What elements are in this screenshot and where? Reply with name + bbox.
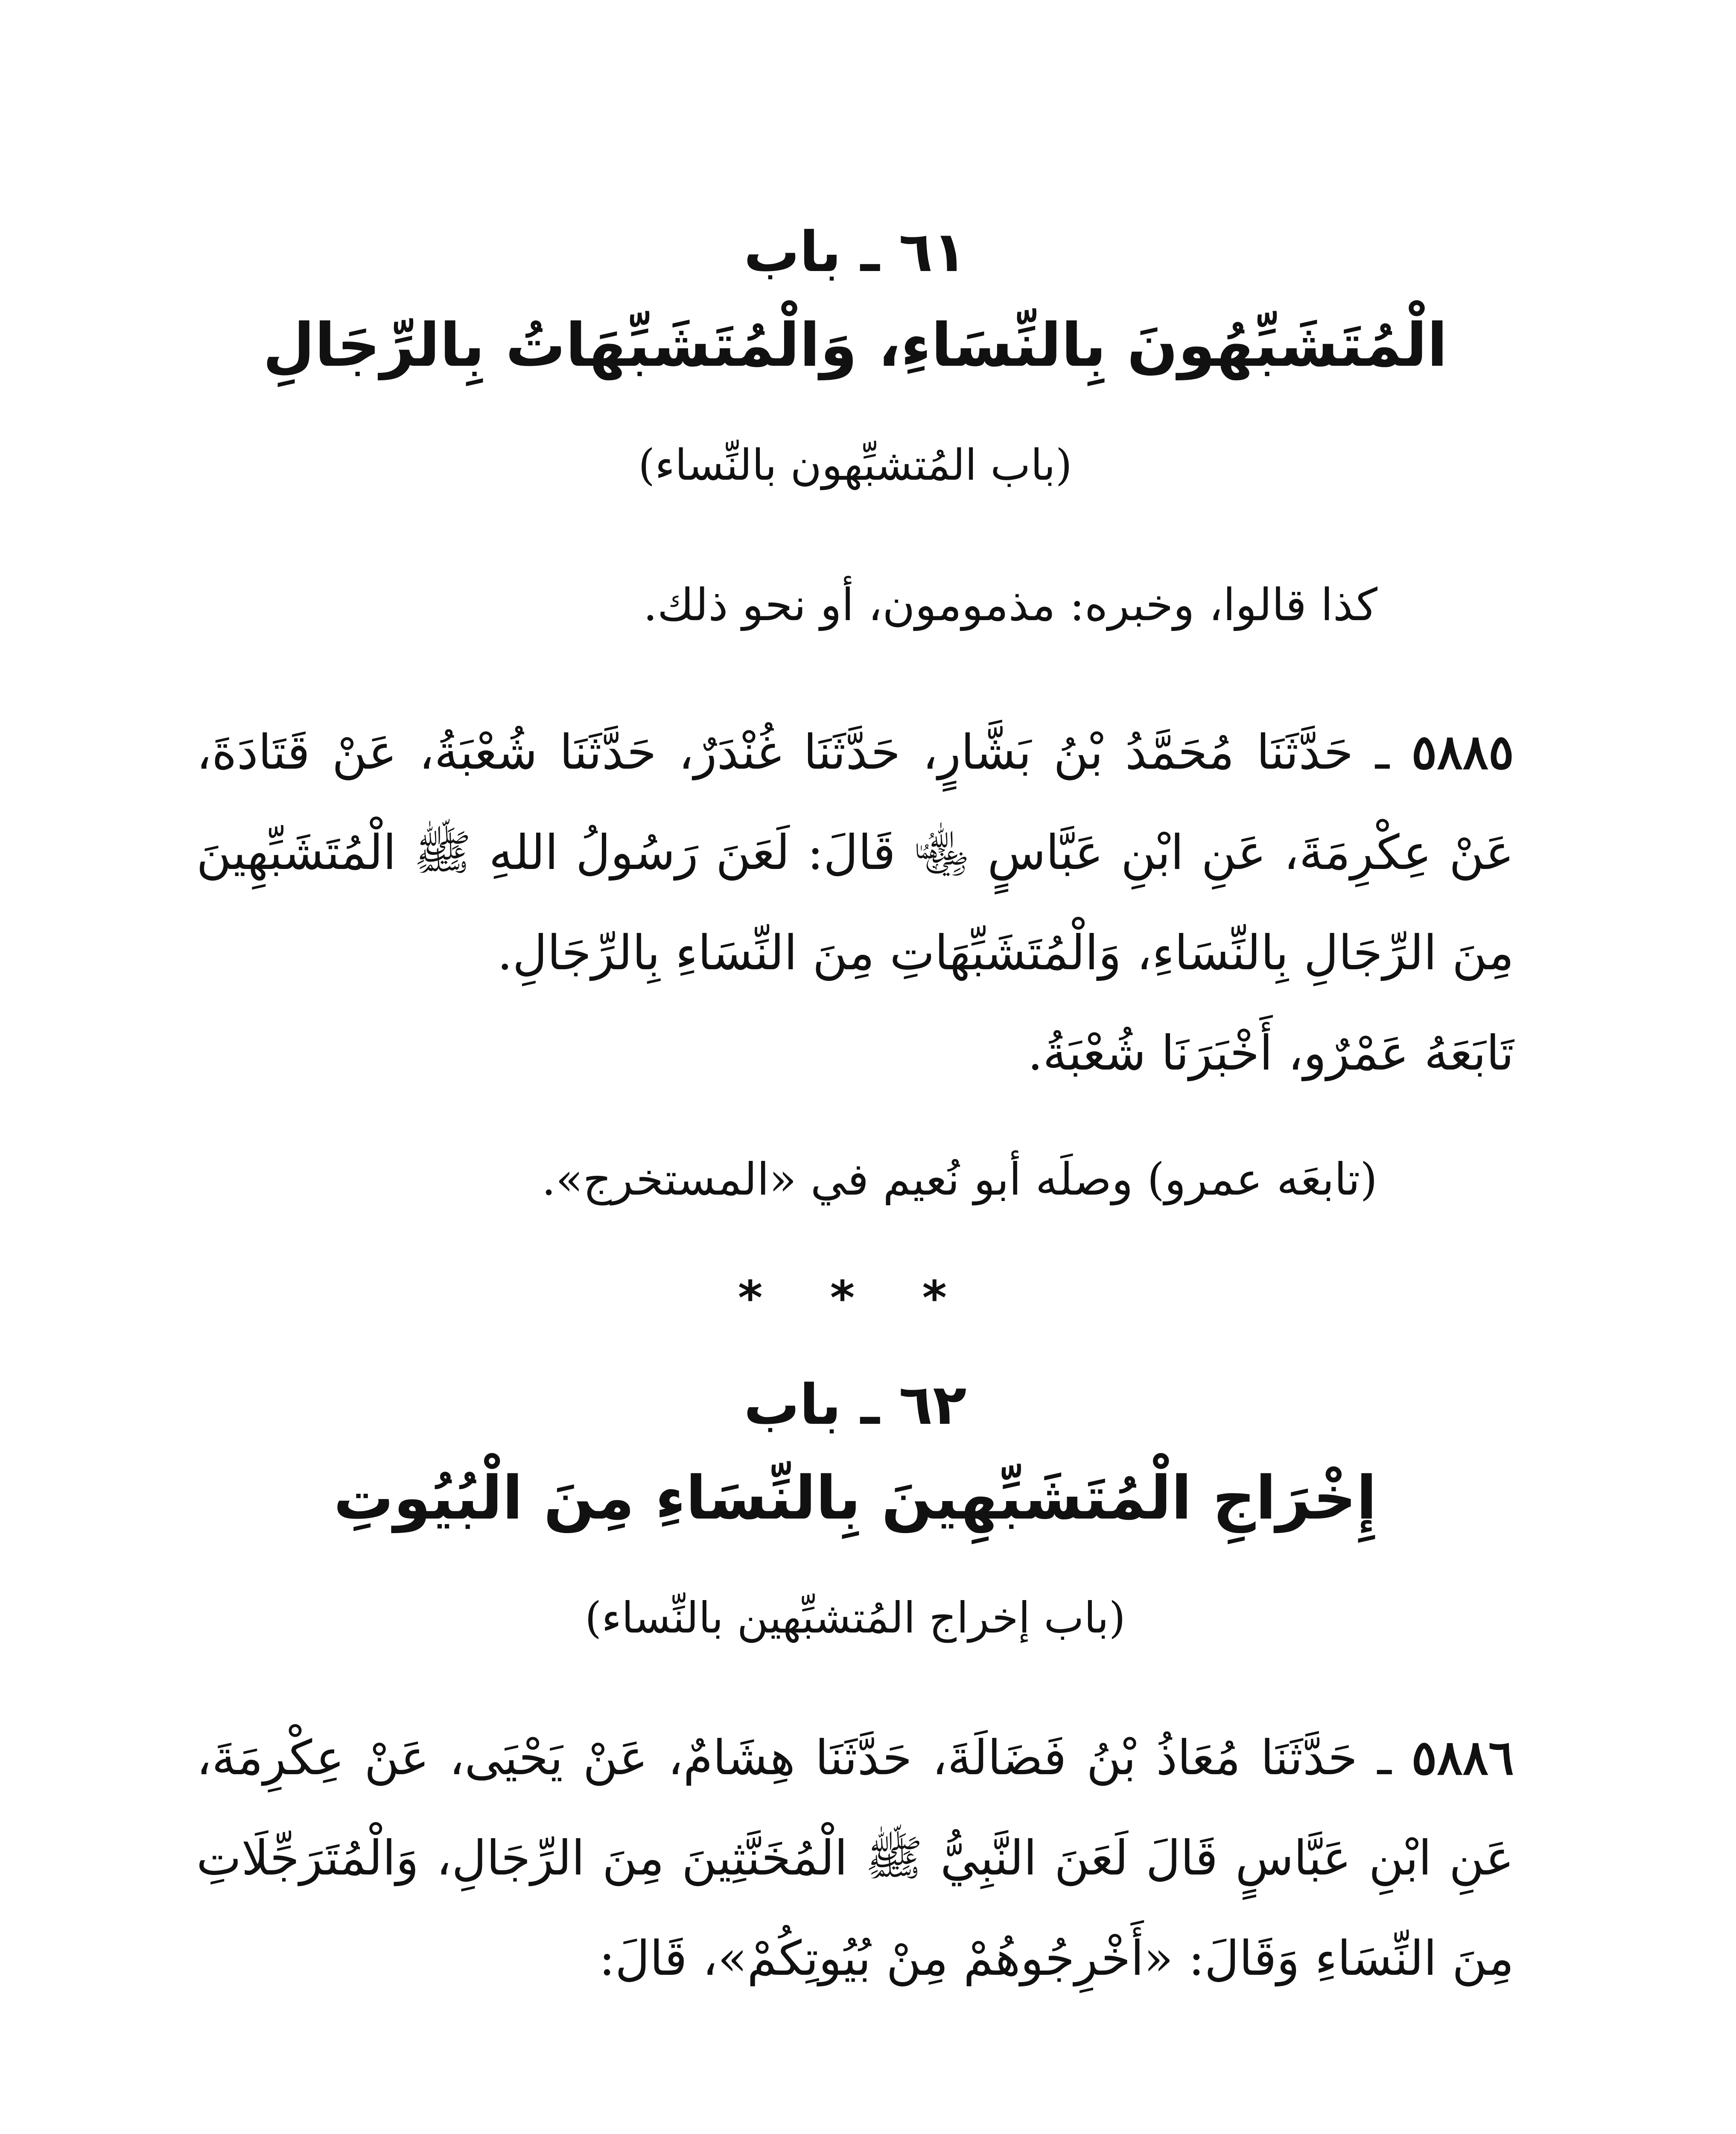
chapter-number: ٦١ ـ باب (744, 219, 967, 284)
mutaba-line: تَابَعَهُ عَمْرٌو، أَخْبَرَنَا شُعْبَةُ. (1027, 1026, 1514, 1081)
hadith-text: ـ حَدَّثَنَا مُحَمَّدُ بْنُ بَشَّارٍ، حَدَّثَنَا غُنْدَرٌ، حَدَّثَنَا شُعْبَةُ، عَنْ قَتَادَةَ، عَنْ عِكْرِمَةَ، عَنِ ابْنِ عَبَّاسٍ ﵄ قَالَ: لَعَنَ رَسُولُ اللهِ ﷺ الْمُتَشَبِّهِينَ مِنَ الرِّجَالِ بِالنِّسَاءِ، وَالْمُتَشَبِّهَاتِ مِنَ النِّسَاءِ بِالرِّجَالِ. (196, 725, 1514, 981)
hadith-number: ٥٨٨٥ (1411, 724, 1514, 780)
commentary-heading: (باب المُتشبِّهون بالنِّساء) (638, 440, 1072, 490)
hadith-5885 (196, 702, 1514, 1003)
commentary-heading: (باب إخراج المُتشبِّهين بالنِّساء) (585, 1593, 1126, 1643)
commentary-note: (تابعَه عمرو) وصلَه أبو نُعيم في «المستخرج». (541, 1153, 1377, 1205)
chapter-62 (196, 1366, 1514, 2009)
section-separator: * * * (738, 1271, 973, 1325)
chapter-title: إِخْرَاجِ الْمُتَشَبِّهِينَ بِالنِّسَاءِ مِنَ الْبُيُوتِ (333, 1463, 1377, 1533)
hadith-5886 (196, 1708, 1514, 2009)
chapter-number: ٦٢ ـ باب (744, 1372, 967, 1437)
commentary-text: كذا قالوا، وخبره: مذمومون، أو نحو ذلك. (643, 579, 1377, 631)
hadith-number: ٥٨٨٦ (1411, 1730, 1514, 1786)
chapter-61 (196, 213, 1514, 1230)
chapter-title: الْمُتَشَبِّهُونَ بِالنِّسَاءِ، وَالْمُتَشَبِّهَاتُ بِالرِّجَالِ (263, 311, 1448, 380)
hadith-text: ـ حَدَّثَنَا مُعَاذُ بْنُ فَضَالَةَ، حَدَّثَنَا هِشَامٌ، عَنْ يَحْيَى، عَنْ عِكْرِمَةَ، عَنِ ابْنِ عَبَّاسٍ قَالَ لَعَنَ النَّبِيُّ ﷺ الْمُخَنَّثِينَ مِنَ الرِّجَالِ، وَالْمُتَرَجِّلَاتِ مِنَ النِّسَاءِ وَقَالَ: «أَخْرِجُوهُمْ مِنْ بُيُوتِكُمْ»، قَالَ: (196, 1730, 1514, 1986)
